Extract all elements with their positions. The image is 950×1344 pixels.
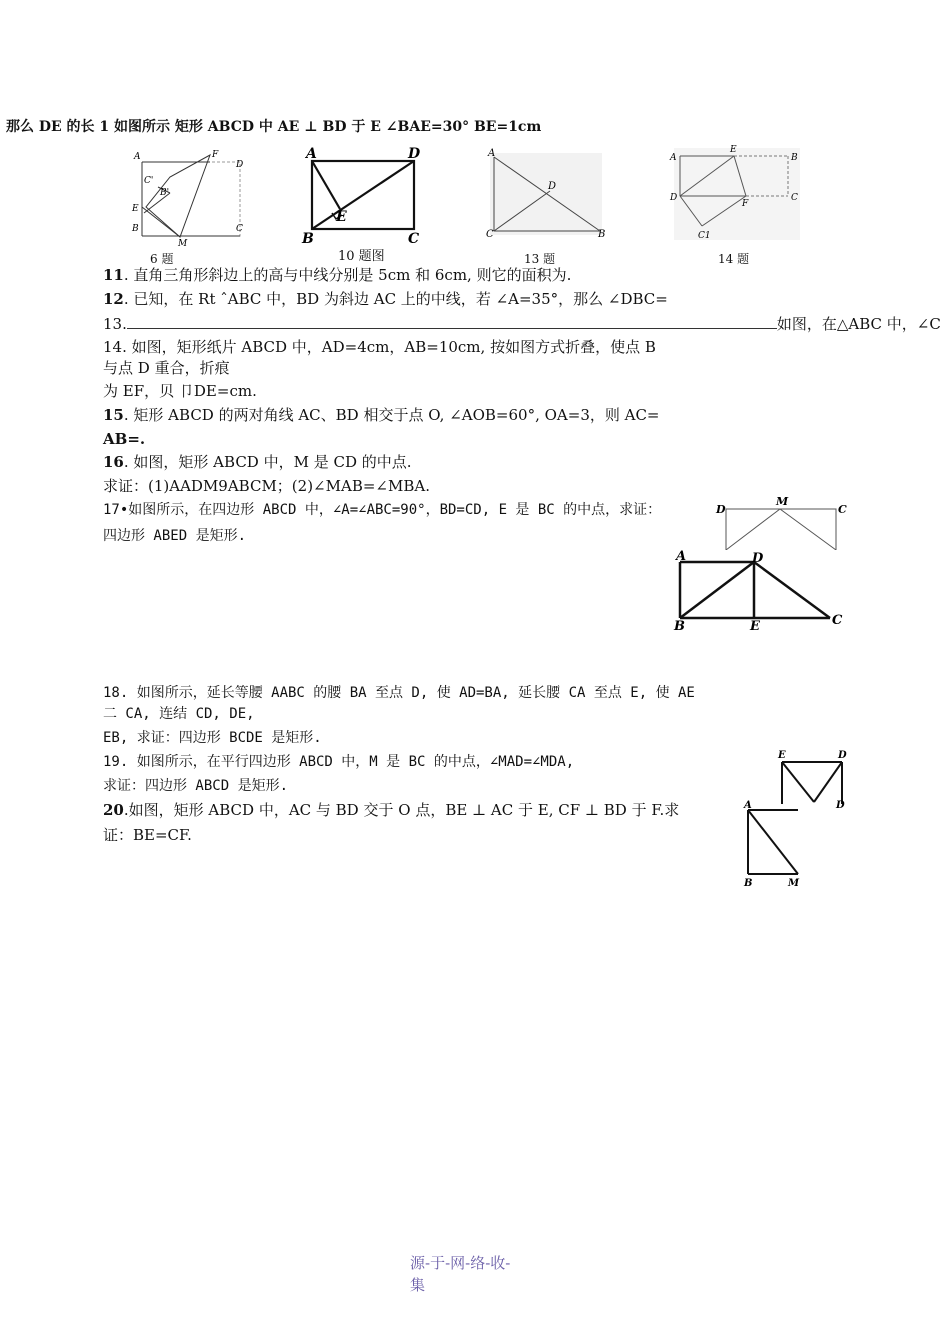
q15-number: 15 xyxy=(103,406,124,424)
figure-17 xyxy=(672,550,847,635)
q12-number: 12 xyxy=(103,290,124,308)
fig10-label: E xyxy=(336,209,347,225)
footer-source-note xyxy=(410,1252,510,1296)
fig17-label: C xyxy=(832,613,843,628)
q16-number: 16 xyxy=(103,453,124,471)
fig6-label: B' xyxy=(160,188,170,198)
fig13-label: D xyxy=(548,181,557,192)
fig18-label: D xyxy=(836,800,845,811)
question-14-line3: 为 EF，贝 卩DE=cm. xyxy=(103,382,257,400)
fig13-caption: 13 题 xyxy=(524,252,556,266)
fig6-label: E xyxy=(132,204,139,214)
question-20-line2: 证：BE=CF. xyxy=(103,826,192,844)
fig16-label: M xyxy=(776,495,789,508)
q15-text: . 矩形 ABCD 的两对角线 AC、BD 相交于点 O, ∠AOB=60°, OA=3，则 AC= xyxy=(123,406,660,424)
question-16-line1 xyxy=(103,452,412,472)
q20-number: 20 xyxy=(103,801,124,819)
fig10-label: C xyxy=(408,231,420,247)
question-20-line1 xyxy=(103,800,679,820)
fig10-label: A xyxy=(306,146,317,162)
q11-number: 11 xyxy=(103,266,124,284)
q13-tail: 如图，在△ABC 中，∠C xyxy=(776,315,941,333)
fig6-label: B xyxy=(132,224,139,234)
fig20-label: B xyxy=(744,878,753,889)
q20-text: .如图，矩形 ABCD 中，AC 与 BD 交于 O 点，BE ⊥ AC 于 E, CF ⊥ BD 于 F.求 xyxy=(123,801,680,819)
question-12 xyxy=(103,289,668,309)
question-18-line3: EB, 求证：四边形 BCDE 是矩形. xyxy=(103,730,322,746)
fig20-label: A xyxy=(744,800,752,811)
fig14-label: C xyxy=(791,193,798,203)
question-17-line1: 17•如图所示，在四边形 ABCD 中，∠A=∠ABC=90°，BD=CD, E 是 BC 的中点，求证： xyxy=(103,502,662,518)
fig14-label: B xyxy=(791,153,798,163)
fig18-label: D xyxy=(838,750,847,761)
figure-20 xyxy=(740,798,850,890)
fig6-label: C xyxy=(236,224,243,234)
q11-text: . 直角三角形斜边上的高与中线分别是 5cm 和 6cm, 则它的面积为. xyxy=(123,266,572,284)
fig16-label: C xyxy=(838,503,847,516)
question-18-line2: 二 CA, 连结 CD, DE, xyxy=(103,706,255,722)
question-11 xyxy=(103,265,571,285)
fig14-caption: 14 题 xyxy=(718,252,750,266)
fig14-label: D xyxy=(670,193,678,203)
q13-blank xyxy=(127,313,777,329)
question-16-line2: 求证：(1)AADM9ABCM；(2)∠MAB=∠MBA. xyxy=(103,477,430,495)
fig17-label: A xyxy=(676,549,687,564)
fig13-label: A xyxy=(488,148,496,159)
fig17-label: B xyxy=(674,619,685,634)
fig17-label: E xyxy=(750,619,760,634)
question-18-line1: 18. 如图所示，延长等腰 AABC 的腰 BA 至点 D, 使 AD=BA, 延长腰 CA 至点 E, 使 AE xyxy=(103,685,695,701)
question-14-line2: 与点 D 重合，折痕 xyxy=(103,359,230,377)
fig6-caption: 6 题 xyxy=(150,252,174,266)
question-15-line1 xyxy=(103,405,660,425)
fig10-caption: 10 题图 xyxy=(338,249,385,264)
question-17-line2: 四边形 ABED 是矩形. xyxy=(103,528,247,544)
question-19-line2: 求证：四边形 ABCD 是矩形. xyxy=(103,778,289,794)
q13-number: 13. xyxy=(103,315,127,333)
fig14-label: F xyxy=(742,199,749,209)
fig6-label: M xyxy=(178,239,188,249)
figure-16 xyxy=(712,495,852,553)
fig13-label: C xyxy=(486,229,494,240)
fig6-label: D xyxy=(236,160,244,170)
fig14-label: E xyxy=(730,145,737,155)
question-14-line1: 14. 如图，矩形纸片 ABCD 中，AD=4cm，AB=10cm, 按如图方式折叠，使点 B xyxy=(103,338,656,356)
fig6-label: F xyxy=(212,150,219,160)
top-clipped-line: 那么 DE 的长 1 如图所示 矩形 ABCD 中 AE ⊥ BD 于 E ∠BAE=30° BE=1cm xyxy=(6,119,542,135)
fig13-label: B xyxy=(598,229,606,240)
figure-6 xyxy=(130,145,250,266)
figure-14 xyxy=(666,140,806,266)
question-19-line1: 19. 如图所示，在平行四边形 ABCD 中，M 是 BC 的中点，∠MAD=∠MDA, xyxy=(103,754,575,770)
fig14-label: A xyxy=(670,153,677,163)
footer-line-2: 集 xyxy=(410,1276,426,1294)
fig6-label: A xyxy=(134,152,141,162)
fig18-label: E xyxy=(778,750,786,761)
q12-text: . 已知，在 Rt ˆABC 中，BD 为斜边 AC 上的中线，若 ∠A=35°，那么 ∠DBC= xyxy=(123,290,668,308)
fig14-label: C1 xyxy=(698,231,711,241)
figure-13 xyxy=(482,145,612,266)
question-13 xyxy=(103,313,941,334)
fig17-label: D xyxy=(752,551,764,566)
fig16-label: D xyxy=(716,503,726,516)
fig10-label: D xyxy=(408,146,421,162)
footer-line-1: 源-于-网-络-收- xyxy=(410,1254,511,1272)
q16-text: . 如图，矩形 ABCD 中，M 是 CD 的中点. xyxy=(123,453,412,471)
fig6-label: C' xyxy=(144,176,154,186)
question-15-line2: AB=. xyxy=(103,430,146,448)
fig10-label: B xyxy=(302,231,314,247)
figure-10 xyxy=(298,145,428,264)
fig20-label: M xyxy=(788,878,800,889)
